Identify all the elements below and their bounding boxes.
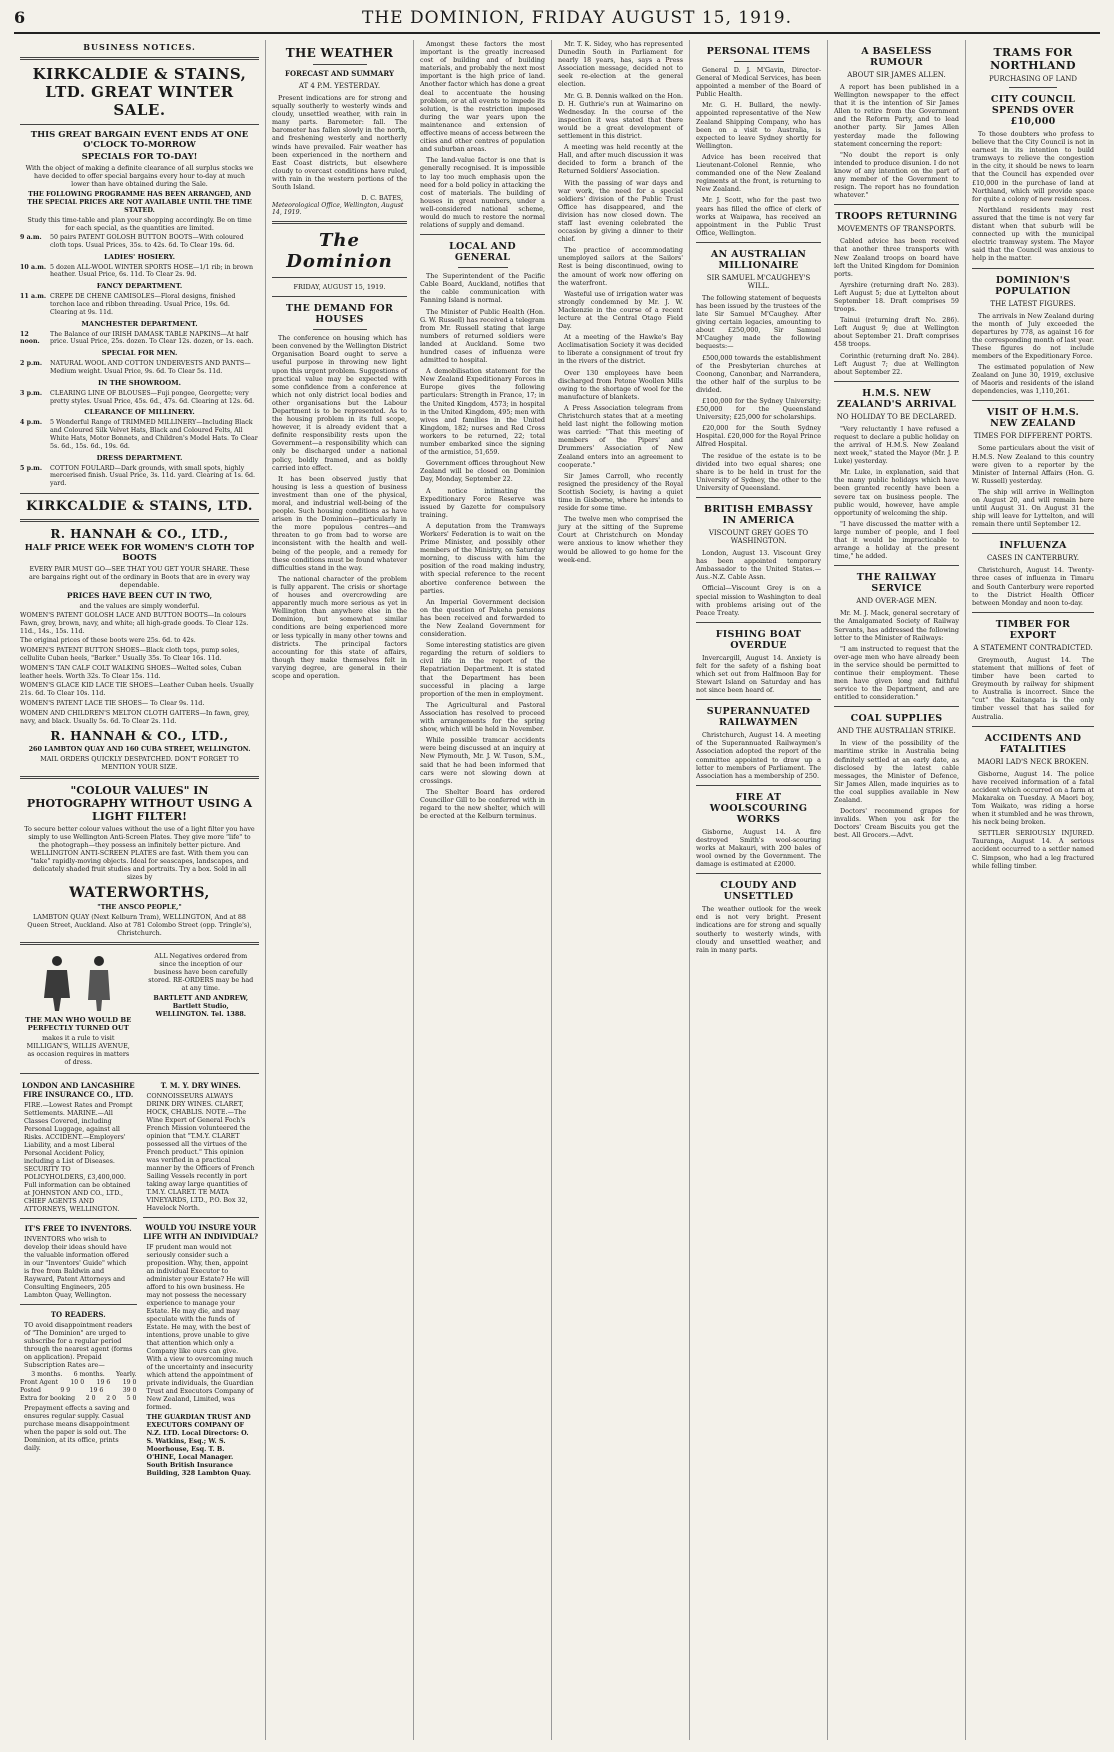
news-column-5	[690, 40, 828, 1740]
ads-column	[14, 40, 266, 1740]
editorial-body	[272, 334, 407, 680]
schedule-section-label: DRESS DEPARTMENT.	[96, 453, 183, 462]
troops-headline: TROOPS RETURNING	[835, 211, 958, 223]
editorial-column	[266, 40, 414, 1740]
business-notices-label: BUSINESS NOTICES.	[83, 42, 196, 52]
paragraph: Advice has been received that Lieutenant-Colonel Rennie, who commanded one of the New Zealand regiments at the front, is returning to New Zealand.	[696, 152, 821, 194]
rates-cell: 19 6	[96, 1379, 111, 1387]
guardian-signature: THE GUARDIAN TRUST AND EXECUTORS COMPANY OF N.Z. LTD. Local Directors: O. S. Watkins, Esq.; W. S. Moorhouse, Esq. T. B. O'HINE, Local Manager. South British Insurance Building, 328 Lambton Quay.	[146, 1413, 251, 1478]
paragraph: The following statement of bequests has been issued by the trustees of the late Sir Samuel M'Caughey. After giving certain legacies, amounting to about £250,000, Sir Samuel M'Caughey made the following bequests:—	[696, 293, 821, 351]
rates-cell: 3 months.	[31, 1371, 63, 1379]
railway-headline: THE RAILWAY SERVICE	[856, 572, 937, 595]
rates-note: Prepayment effects a saving and ensures regular supply. Casual purchase means disappointment when the paper is sold out. The Dominion, at its office, prints daily.	[24, 1404, 130, 1453]
masthead	[14, 8, 1100, 34]
schedule-section-label: CLEARANCE OF MILLINERY.	[84, 408, 195, 417]
weather-signatory: D. C. BATES,	[361, 194, 403, 203]
schedule-text: NATURAL WOOL AND COTTON UNDERVESTS AND PANTS—Medium weight. Usual Price, 9s. 6d. To Clear 5s. 11d.	[50, 360, 251, 375]
hannah-prices-cut-sub: and the values are simply wonderful.	[79, 601, 200, 610]
rumour-subhead: ABOUT SIR JAMES ALLEN.	[847, 71, 946, 79]
paragraph: Mr. G. H. Bullard, the newly-appointed representative of the New Zealand Shipping Company, who has been on a visit to Australia, is expected to leave Sydney shortly for Wellington.	[696, 101, 821, 150]
lower-ads-right	[20, 1079, 259, 1479]
specials-intro: With the object of making a definite clearance of all surplus stocks we have decided to offer special bargains every hour to-day at much lower than have obtained during the Sale.	[25, 164, 254, 188]
trams-subhead-2: CITY COUNCIL SPENDS OVER £10,000	[990, 94, 1076, 127]
tmy-wines-headline: T. M. Y. DRY WINES.	[160, 1081, 241, 1091]
london-insurance-headline: LONDON AND LANCASHIRE FIRE INSURANCE CO., LTD.	[21, 1081, 135, 1100]
weather-time: AT 4 P.M. YESTERDAY.	[298, 82, 381, 90]
rates-row	[20, 1387, 137, 1395]
rumour-body	[834, 83, 959, 199]
rates-cell: 5 0	[126, 1394, 137, 1402]
hannah-signature: R. HANNAH & CO., LTD.,	[50, 729, 229, 744]
paragraph: "I am instructed to request that the over-age men who have already been in the service should be permitted to continue their employment. These men have given long and faithful service to the Department, and are entitled to consideration."	[834, 644, 959, 702]
fishing-body	[696, 654, 821, 694]
waterworths-address: LAMBTON QUAY (Next Kelburn Tram), WELLINGTON, And at 88 Queen Street, Auckland. Also at 781 Colombo Street (opp. Tringle's), Christchurch.	[27, 913, 252, 938]
bartlett-studio: BARTLETT AND ANDREW, Bartlett Studio, WELLINGTON. Tel. 1388.	[153, 994, 249, 1019]
schedule-row	[20, 264, 259, 280]
weather-body: Present indications are for strong and squally southerly to westerly winds and cloudy, unsettled weather, with rain in many parts. Barometer: fall. The barometer has fallen slowly in the north, and freshening westerly and northerly winds have prevailed. Fair weather has been experienced in the northern and East Coast districts, but elsewhere cloudy to overcast conditions have ruled, with rain in the western portions of the South Island.	[272, 94, 407, 192]
lower-ads-left	[20, 950, 259, 1068]
paragraph: The residue of the estate is to be divided into two equal shares; one share is to be held in trust for the University of Sydney, the other to the University of Queensland.	[696, 451, 821, 492]
man-figure-icon	[37, 954, 77, 1012]
bargain-headline: THIS GREAT BARGAIN EVENT ENDS AT ONE O'CLOCK TO-MORROW	[30, 130, 249, 150]
fire-headline: FIRE AT WOOLSCOURING WORKS	[709, 791, 808, 825]
weather-office: Meteorological Office, Wellington, August 14, 1919.	[272, 202, 404, 217]
rates-cell: 19 6	[89, 1386, 104, 1394]
inventors-headline: IT'S FREE TO INVENTORS.	[24, 1224, 132, 1234]
hannah-intro: EVERY PAIR MUST GO—SEE THAT YOU GET YOUR SHARE. These are bargains right out of the ordinary in Boots that are in every way dependable.	[28, 564, 251, 589]
schedule-row	[20, 293, 259, 316]
weather-subhead: FORECAST AND SUMMARY	[285, 69, 394, 78]
news-paragraph: Wasteful use of irrigation water was strongly condemned by Mr. J. W. Mackenzie in the course of a recent lecture at the Central Otago Field Day.	[558, 289, 683, 331]
rates-cell: 2 0	[106, 1394, 117, 1402]
paragraph: Corinthic (returning draft No. 284). Left August 7; due at Wellington about September 22.	[834, 351, 959, 376]
local-general-headline: LOCAL AND GENERAL	[449, 241, 516, 264]
railway-subhead: AND OVER-AGE MEN.	[856, 597, 937, 606]
subscription-rates-table	[20, 1371, 137, 1402]
waterworths-title: WATERWORTHS,	[69, 885, 210, 902]
schedule-row	[20, 234, 259, 250]
paragraph: Gisborne, August 14. The police have received information of a fatal accident which occurred on a farm at Makaraka on Tuesday. A Maori boy, Tom Waikato, was riding a horse when it stumbled and he was thrown, his neck being broken.	[972, 769, 1094, 827]
rates-cell: Extra for booking	[20, 1394, 76, 1402]
programme-note: THE FOLLOWING PROGRAMME HAS BEEN ARRANGED, AND THE SPECIAL PRICES ARE NOT AVAILABLE UNTIL THE TIME STATED.	[27, 190, 252, 214]
rates-cell: Front Agent	[20, 1379, 58, 1387]
schedule-section-label: FANCY DEPARTMENT.	[96, 282, 183, 291]
guardian-headline: WOULD YOU INSURE YOUR LIFE WITH AN INDIVIDUAL?	[143, 1223, 259, 1242]
hannah-price-item: WOMEN'S GLACE KID LACE TIE SHOES—Leather Cuban heels. Usually 21s. 6d. To Clear 10s. 11d.	[20, 682, 254, 698]
paragraph: To those doubters who profess to believe that the City Council is not in earnest in its intention to build tramways to relieve the congestion in the city, it should be news to learn that the Council has expended over £10,000 in the purchase of land at Northland, which will provide space for quite a colony of new residences.	[972, 130, 1094, 203]
kirkcaldie-signature: KIRKCALDIE & STAINS, LTD.	[26, 498, 253, 514]
news-column-4-body	[558, 40, 683, 564]
paragraph: The weather outlook for the week end is not very bright. Present indications are for strong and squally southerly to westerly winds, with cloudy and unsettled weather, and rain in many parts.	[696, 905, 821, 954]
paragraph: Cabled advice has been received that another three transports with New Zealand troops on board have left the United Kingdom for Dominion ports.	[834, 237, 959, 278]
readers-text: TO avoid disappointment readers of "The Dominion" are urged to subscribe for a regular period through the nearest agent (forms on application). Prepaid Subscription Rates are—	[24, 1321, 133, 1370]
inventors-text: INVENTORS who wish to develop their ideas should have the valuable information offered in our "Inventors' Guide" which is free from Baldwin and Rayward, Patent Attorneys and Consulting Engineers, 205 Lambton Quay, Wellington.	[24, 1235, 129, 1300]
local-paragraph: The Superintendent of the Pacific Cable Board, Auckland, notifies that the cable communication with Fanning Island is normal.	[420, 272, 545, 305]
schedule-time: 10 a.m.	[20, 263, 47, 271]
paragraph: Greymouth, August 14. The statement that millions of feet of timber have been carted to Greymouth by railway for shipment to Australia is incorrect. Since the "cut" the Kaitangata is the only timber vessel that has sailed for Australia.	[972, 655, 1094, 721]
paragraph: A report has been published in a Wellington newspaper to the effect that it is the intention of Sir James Allen to retire from the Government and the Reform Party, and to lead another party. Sir James Allen yesterday made the following statement concerning the report:	[834, 83, 959, 148]
editorial-paragraph: The land-value factor is one that is generally recognised. It is impossible to lay too much emphasis upon the need for a bold policy in attacking the cost of materials. The building of houses in great numbers, under a well-considered national scheme, would do much to restore the normal relations of supply and demand.	[420, 156, 545, 230]
personal-items-body	[696, 66, 821, 237]
hms-arrival-headline: H.M.S. NEW ZEALAND'S ARRIVAL	[837, 387, 956, 410]
coal-subhead: AND THE AUSTRALIAN STRIKE.	[837, 727, 956, 736]
schedule-row	[20, 331, 259, 347]
coal-headline: COAL SUPPLIES	[850, 713, 943, 725]
paragraph: Ayrshire (returning draft No. 283). Left August 5; due at Lyttelton about September 18. Draft comprises 59 troops.	[834, 280, 959, 314]
man-figure-icon-2	[79, 954, 119, 1012]
schedule-text: CLEARING LINE OF BLOUSES—Fuji pongee, Georgette; very pretty styles. Usual Price, 45s. 6d., 47s. 6d. Clearing at 12s. 6d.	[50, 389, 255, 405]
editorial-headline: THE DEMAND FOR HOUSES	[285, 303, 394, 326]
troops-body	[834, 237, 959, 376]
accidents-subhead: MAORI LAD'S NECK BROKEN.	[977, 757, 1089, 766]
population-subhead: THE LATEST FIGURES.	[990, 299, 1076, 308]
page-number: 6	[14, 8, 26, 27]
rates-cell: Posted	[20, 1386, 41, 1394]
news-column-4	[552, 40, 690, 1740]
trams-subhead: PURCHASING OF LAND	[988, 75, 1078, 83]
paragraph: Gisborne, August 14. A fire destroyed Smith's wool-scouring works at Makauri, with 200 bales of wool owned by the Government. The damage is estimated at £2000.	[696, 827, 821, 869]
cloudy-body	[696, 905, 821, 954]
schedule-text: 5 Wonderful Range of TRIMMED MILLINERY—Including Black and Coloured Silk Velvet Hats, Black and Coloured Felts, All White Hats, Motor Bonnets, and Children's Model Hats. To Clear 5s. 6d., 15s. 6d., 19s. 6d.	[50, 419, 258, 450]
news-paragraph: A meeting was held recently at the Hall, and after much discussion it was decided to form a branch of the Returned Soldiers' Association.	[558, 143, 683, 176]
superannuated-headline: SUPERANNUATED RAILWAYMEN	[706, 706, 811, 729]
weather-headline: THE WEATHER	[285, 46, 394, 60]
embassy-body	[696, 549, 821, 617]
rates-row	[20, 1371, 137, 1379]
paragraph: £20,000 for the South Sydney Hospital. £20,000 for the Royal Prince Alfred Hospital.	[696, 424, 821, 449]
specials-headline: SPECIALS FOR TO-DAY!	[81, 152, 198, 162]
local-paragraph: A notice intimating the Expeditionary Force Reserve was issued by Gazette for compulsory training.	[420, 486, 545, 519]
influenza-headline: INFLUENZA	[999, 540, 1067, 552]
news-paragraph: The twelve men who comprised the jury at the sitting of the Supreme Court at Christchurch on Monday were anxious to know whether they would be allowed to go home for the week-end.	[558, 515, 683, 564]
news-paragraph: Over 130 employees have been discharged from Petone Woollen Mills owing to the shortage of wool for the manufacture of blankets.	[558, 368, 683, 401]
paragraph: London, August 13. Viscount Grey has been appointed temporary Ambassador to the United States.—Aus.-N.Z. Cable Assn.	[696, 549, 821, 582]
news-paragraph: Mr. G. B. Dennis walked on the Hon. D. H. Guthrie's run at Waimarino on Wednesday. In the course of the inspection it was stated that there would be a great development of settlement in this district.	[558, 91, 683, 141]
paragraph: Mr. J. Scott, who for the past two years has filled the office of clerk of works at Waipawa, has received an appointment in the Public Trust Office, Wellington.	[696, 196, 821, 237]
hannah-price-item: The original prices of these boots were 25s. 6d. to 42s.	[20, 637, 196, 645]
timber-subhead: A STATEMENT CONTRADICTED.	[973, 643, 1093, 652]
schedule-time: 4 p.m.	[20, 419, 43, 427]
paragraph: "No doubt the report is only intended to produce disunion. I do not know of any intention on the part of any member of the Government to resign. The report has no foundation whatever."	[834, 150, 959, 200]
guardian-text: IF prudent man would not seriously consider such a proposition. Why, then, appoint an individual Executor to administer your Estate? He will afford to his own business. He may not possess the necessary experience to manage your Estate. He may die, and may speculate with the funds of Estate. He may, with the best of intentions, prove unable to give that attention which only a Company like ours can give. With a view to overcoming much of the uncertainty and insecurity which attend the appointment of private individuals, the Guardian Trust and Executors Company of New Zealand, Limited, was formed.	[146, 1243, 254, 1412]
rumour-headline: A BASELESS RUMOUR	[861, 46, 932, 68]
news-paragraph: With the passing of war days and war work, the need for a special soldiers' division of the Public Trust Office has disappeared, and the division has now closed down. The staff last evening celebrated the occasion by giving a dinner to their chief.	[558, 178, 683, 244]
milligan-headline: THE MAN WHO WOULD BE PERFECTLY TURNED OUT	[25, 1016, 132, 1033]
hannah-mail-orders: MAIL ORDERS QUICKLY DESPATCHED. DON'T FORGET TO MENTION YOUR SIZE.	[40, 755, 239, 772]
news-paragraph: Sir James Carroll, who recently resigned the presidency of the Royal Scottish Society, is having a quiet time in Gisborne, where he intends to reside for some time.	[558, 471, 683, 513]
embassy-headline: BRITISH EMBASSY IN AMERICA	[704, 504, 813, 527]
negatives-text: ALL Negatives ordered from since the inception of our business have been carefully stored. RE-ORDERS may be had at any time.	[148, 952, 254, 993]
schedule-section-label: IN THE SHOWROOM.	[97, 378, 182, 387]
fishing-headline: FISHING BOAT OVERDUE	[715, 628, 802, 651]
sale-schedule	[20, 234, 259, 488]
paragraph: Mr. M. J. Mack, general secretary of the Amalgamated Society of Railway Servants, has addressed the following letter to the Minister of Railways:	[834, 609, 959, 642]
paragraph: Some particulars about the visit of H.M.S. New Zealand to this country were given to a reporter by the Minister of Internal Affairs (Hon. G. W. Russell) yesterday.	[972, 444, 1094, 485]
hms-arrival-body	[834, 425, 959, 561]
colour-values-text: To secure better colour values without the use of a light filter you have simply to use Wellington Anti-Screen Plates. They give more "life" to the photograph—they possess an infinitely better picture. And WELLINGTON ANTI-SCREEN PLATES are fast. With them you can "take" rapidly-moving objects. Ideal for seascapes, landscapes, and delicately shaded fruit studies and portraits. Try a box. Sold in all sizes by	[24, 825, 255, 882]
paragraph: SETTLER SERIOUSLY INJURED. Tauranga, August 14. A serious accident occurred to a settler named C. Simpson, who had a leg fractured while felling timber.	[972, 829, 1094, 870]
rates-cell: 9 9	[60, 1386, 71, 1394]
hannah-price-item: WOMEN'S PATENT LACE TIE SHOES— To Clear 9s. 11d.	[20, 699, 205, 707]
accidents-body	[972, 770, 1094, 870]
railway-body	[834, 609, 959, 701]
schedule-text: CREPE DE CHENE CAMISOLES—Floral designs, finished torchon lace and ribbon threading. Usual Price, 19s. 6d. Clearing at 9s. 11d.	[50, 293, 236, 316]
local-paragraph: An Imperial Government decision on the question of Pakeha pensions has been received and forwarded to the New Zealand Government for consideration.	[420, 597, 545, 639]
rates-row	[20, 1395, 137, 1403]
news-paragraph: The practice of accommodating unemployed sailors at the Sailors' Rest is being discontinued, owing to the amount of work now offering on the waterfront.	[558, 246, 683, 287]
editorial-paragraph: The national character of the problem is fully apparent. The crisis or shortage of houses and overcrowding are apparently much more serious as yet in Wellington than anywhere else in the Dominion, but somewhat similar conditions are being experienced more or less typically in many other towns and districts. The principal factors accounting for this state of affairs, though they make themselves felt in varying degree, are general in their scope and operation.	[272, 574, 407, 680]
visit-subhead: TIMES FOR DIFFERENT PORTS.	[973, 432, 1093, 441]
study-note: Study this time-table and plan your shopping accordingly. Be on time for each special, as the quantities are limited.	[27, 216, 252, 232]
hannah-price-list	[20, 612, 259, 725]
news-column-7	[966, 40, 1100, 1740]
population-body	[972, 312, 1094, 396]
hannah-price-item: WOMEN'S PATENT GOLOSH LACE AND BUTTON BOOTS—In colours Fawn, grey, brown, navy, and white; all high-grade goods. To Clear 12s. 11d., 14s., 15s. 11d.	[20, 611, 249, 635]
accidents-headline: ACCIDENTS AND FATALITIES	[984, 732, 1082, 755]
editorial-paragraph: Amongst these factors the most important is the greatly increased cost of building and of building materials, and probably the next most important is the high price of land. Another factor which has done a great deal to accentuate the housing problem, or at all events to impede its solution, is the restriction imposed during the war years upon the maintenance and extension of effective means of access between the cities and other centres of population and suburban areas.	[420, 40, 545, 154]
troops-subhead: MOVEMENTS OF TRANSPORTS.	[837, 225, 956, 234]
colour-values-headline: "COLOUR VALUES" IN PHOTOGRAPHY WITHOUT USING A LIGHT FILTER!	[26, 784, 253, 824]
milligan-text: makes it a rule to visit MILLIGAN'S, WILLIS AVENUE, as occasion requires in matters of dress.	[26, 1034, 130, 1067]
paragraph: £500,000 towards the establishment of the Presbyterian churches at Coonong, Canonbar, and Narrandera, the other half of the surplus to be divided.	[696, 353, 821, 394]
hannah-address: 260 LAMBTON QUAY AND 160 CUBA STREET, WELLINGTON.	[28, 745, 251, 754]
schedule-section-label: SPECIAL FOR MEN.	[101, 349, 178, 358]
paragraph: Doctors' recommend grapes for invalids. When you ask for the Doctors' Cream Biscuits you get the best. All Grocers.—Advt.	[834, 807, 959, 840]
schedule-section-label: LADIES' HOSIERY.	[103, 252, 176, 261]
columns	[14, 40, 1100, 1740]
trams-headline: TRAMS FOR NORTHLAND	[990, 46, 1076, 72]
timber-body	[972, 656, 1094, 721]
paragraph: Mr. Luke, in explanation, said that the many public holidays which have been granted recently have been a severe tax on business people. The public would, however, have ample opportunity of welcoming the ship.	[834, 468, 959, 517]
rates-cell: 6 months.	[73, 1371, 105, 1379]
visit-body	[972, 444, 1094, 528]
population-headline: DOMINION'S POPULATION	[995, 274, 1071, 297]
news-paragraph: At a meeting of the Hawke's Bay Acclimatisation Society it was decided to liberate a consignment of trout fry in the rivers of the district.	[558, 333, 683, 366]
waterworths-subtitle: "THE ANSCO PEOPLE,"	[97, 903, 182, 912]
schedule-text: The Balance of our IRISH DAMASK TABLE NAPKINS—At half price. Usual Price, 25s. dozen. To Clear 12s. dozen, or 1s. each.	[50, 330, 254, 346]
readers-headline: TO READERS.	[50, 1310, 106, 1320]
local-paragraph: The Shelter Board has ordered Councillor Gill to be conferred with in regard to the new shelter, which will be erected at the Kelburn terminus.	[420, 787, 545, 821]
paragraph: The arrivals in New Zealand during the month of July exceeded the departures by 778, as against 16 for the corresponding month of last year. These figures do not include members of the Expeditionary Force.	[972, 311, 1094, 360]
embassy-subhead: VISCOUNT GREY GOES TO WASHINGTON.	[708, 529, 809, 546]
paragraph: Tainui (returning draft No. 286). Left August 9; due at Wellington about September 21. Draft comprises 458 troops.	[834, 316, 959, 349]
local-general-body	[420, 272, 545, 820]
millionaire-headline: AN AUSTRALIAN MILLIONAIRE	[710, 248, 807, 271]
paragraph: "Very reluctantly I have refused a request to declare a public holiday on the arrival of H.M.S. New Zealand next week," stated the Mayor (Mr. J. P. Luke) yesterday.	[834, 424, 959, 466]
millionaire-body	[696, 294, 821, 492]
local-paragraph: A demobilisation statement for the New Zealand Expeditionary Forces in Europe gives the following particulars: Strength in France, 17; in the United Kingdom, 4573; in hospital in the United Kingdom, 495; men with wives and families in the United Kingdom, 182; nurses and Red Cross workers to be returned, 22; total number embarked since the signing of the armistice, 51,659.	[420, 367, 545, 457]
schedule-time: 3 p.m.	[20, 389, 43, 397]
local-paragraph: While possible tramcar accidents were being discussed at an inquiry at New Plymouth, Mr. J. W. Tuson, S.M., said that he had been informed that cars were not slowing down at crossings.	[420, 736, 545, 785]
editorial-date: FRIDAY, AUGUST 15, 1919.	[293, 283, 386, 292]
paragraph: In view of the possibility of the maritime strike in Australia being definitely settled at an early date, as disclosed by the latest cable messages, the Minister of Defence, Sir James Allen, made inquiries as to the coal supplies available in New Zealand.	[834, 739, 959, 804]
paragraph: Christchurch, August 14. A meeting of the Superannuated Railwaymen's Association adopted the report of the committee appointed to draw up a letter to members of Parliament. The Association has a membership of 250.	[696, 731, 821, 780]
personal-items-headline: PERSONAL ITEMS	[706, 46, 811, 57]
hannah-price-item: WOMEN AND CHILDREN'S MELTON CLOTH GAITERS—In fawn, grey, navy, and black. Usually 5s. 6d. To Clear 2s. 11d.	[20, 709, 250, 725]
local-general-column	[414, 40, 552, 1740]
paragraph: General D. J. M'Gavin, Director-General of Medical Services, has been appointed a member of the Board of Public Health.	[696, 66, 821, 99]
paragraph: Official—Viscount Grey is on a special mission to Washington to deal with problems arising out of the Peace Treaty.	[696, 584, 821, 617]
millionaire-subhead: SIR SAMUEL M'CAUGHEY'S WILL.	[706, 273, 811, 290]
schedule-row	[20, 360, 259, 376]
schedule-row	[20, 419, 259, 450]
paragraph: Invercargill, August 14. Anxiety is felt for the safety of a fishing boat which set out from Halfmoon Bay for Stewart Island on Saturday and has not since been heard of.	[696, 653, 821, 695]
rates-cell: 2 0	[85, 1394, 96, 1402]
schedule-row	[20, 465, 259, 488]
hannah-price-item: WOMEN'S TAN CALF COLT WALKING SHOES—Welted soles, Cuban leather heels. Worth 32s. To Clear 15s. 11d.	[20, 664, 242, 680]
hannah-headline: HALF PRICE WEEK FOR WOMEN'S CLOTH TOP BOOTS	[24, 542, 255, 563]
paragraph: Christchurch, August 14. Twenty-three cases of influenza in Timaru and South Canterbury were reported to the District Health Officer between Monday and noon to-day.	[972, 566, 1094, 607]
schedule-text: 50 pairs PATENT GOLOSH BUTTON BOOTS—With coloured cloth tops. Usual Prices, 35s. to 42s. 6d. To Clear 19s. 6d.	[50, 234, 244, 249]
schedule-time: 9 a.m.	[20, 234, 42, 241]
paragraph: Northland residents may rest assured that the time is not very far distant when that suburb will be connected up with the municipal electric tramway system. The Mayor said that the Council was anxious to help in the matter.	[972, 205, 1094, 263]
editorial-paragraph: The conference on housing which has been convened by the Wellington District Organisation Board ought to serve a useful purpose in throwing new light upon this urgent problem. Suggestions of practical value may be expected with some confidence from a conference at which not only district local bodies and other organisations but the Labour Department is to be represented. As to the housing problem in its full scope, however, it is already evident that a definite responsibility rests upon the Government—a responsibility which can only be discharged under a national policy, boldly framed, and as boldly carried into effect.	[272, 334, 407, 472]
schedule-time: 2 p.m.	[20, 360, 43, 368]
local-paragraph: The Minister of Public Health (Hon. G. W. Russell) has received a telegram from Mr. Russell stating that large numbers of returned soldiers were landed at Auckland. Some two hundred cases of influenza were admitted to hospital.	[420, 307, 545, 365]
hannah-title: R. HANNAH & CO., LTD.,	[50, 526, 229, 541]
schedule-section-label: MANCHESTER DEPARTMENT.	[81, 319, 198, 328]
paragraph: The estimated population of New Zealand on June 30, 1919, exclusive of Maoris and residents of the island dependencies, was 1,110,261.	[972, 363, 1094, 396]
paragraph: "I have discussed the matter with a large number of people, and I feel that it would be impracticable to arrange a holiday at the present time," he added.	[834, 519, 959, 561]
newspaper-title-line: THE DOMINION, FRIDAY AUGUST 15, 1919.	[362, 8, 792, 28]
local-paragraph: The Agricultural and Pastoral Association has resolved to proceed with arrangements for the spring show, which will be held in November.	[420, 700, 545, 734]
tmy-wines-text: CONNOISSEURS ALWAYS DRINK DRY WINES. CLARET, HOCK, CHABLIS. NOTE.—The Wine Expert of General Foch's French Mission volunteered the opinion that "T.M.Y. CLARET possessed all the virtues of the French product." This opinion was verified in a practical manner by the Officers of French Sailing Vessels recently in port taking away large quantities of T.M.Y. CLARET. TE MATA VINEYARDS, LTD., P.O. Box 32, Havelock North.	[146, 1092, 255, 1213]
schedule-time: 5 p.m.	[20, 464, 43, 472]
rates-cell: Yearly.	[116, 1371, 137, 1379]
local-paragraph: Government offices throughout New Zealand will be closed on Dominion Day, Monday, September 22.	[420, 459, 545, 484]
rates-row	[20, 1379, 137, 1387]
schedule-row	[20, 390, 259, 406]
local-paragraph: A deputation from the Tramways Workers' Federation is to wait on the Prime Minister, and possibly other members of the Ministry, on Saturday morning, to discuss with him the position of the road making industry, with special reference to the recent abortive conference between the parties.	[420, 521, 545, 595]
schedule-text: 5 dozen ALL-WOOL WINTER SPORTS HOSE—1/1 rib; in brown heather. Usual Price, 6s. 11d. To Clear 2s. 9d.	[50, 263, 253, 279]
rates-cell: 19 0	[122, 1379, 137, 1387]
tailored-suit-illustration	[20, 954, 137, 1012]
schedule-time: 12 noon.	[20, 330, 40, 346]
influenza-subhead: CASES IN CANTERBURY.	[986, 554, 1080, 563]
influenza-body	[972, 566, 1094, 606]
timber-headline: TIMBER FOR EXPORT	[995, 618, 1071, 641]
hannah-prices-cut: PRICES HAVE BEEN CUT IN TWO,	[66, 590, 213, 600]
fire-body	[696, 828, 821, 868]
editorial-nameplate: The Dominion	[286, 230, 393, 273]
rates-cell: 10 0	[70, 1379, 85, 1387]
cloudy-headline: CLOUDY AND UNSETTLED	[720, 880, 797, 903]
editorial-paragraph: It has been observed justly that housing is less a question of business investment than one of the physical, moral, and industrial well-being of the people. Such housing conditions as have arisen in the Dominion—particularly in the more populous centres—and threaten to go from bad to worse are inconsistent with the health and well-being of the people, and a remedy for these conditions must be found whatever difficulties stand in the way.	[272, 474, 407, 572]
trams-body	[972, 130, 1094, 263]
paragraph: The ship will arrive in Wellington on August 20, and will remain here until August 31. On August 31 the ship will leave for Lyttelton, and will remain there until September 12.	[972, 487, 1094, 529]
news-paragraph: A Press Association telegram from Christchurch states that at a meeting held last night the following motion was carried: "That this meeting of members of the Pipers' and Drummers' Association of New Zealand enters into an agreement to cooperate."	[558, 403, 683, 469]
news-column-6	[828, 40, 966, 1740]
hms-arrival-subhead: NO HOLIDAY TO BE DECLARED.	[836, 412, 957, 421]
editorial-continuation	[420, 40, 545, 229]
schedule-time: 11 a.m.	[20, 293, 47, 301]
hannah-price-item: WOMEN'S PATENT BUTTON SHOES—Black cloth tops, pump soles, cellulite Cuban heels, "Barker." Usually 35s. To Clear 16s. 11d.	[20, 647, 240, 662]
kirkcaldie-sale-title: KIRKCALDIE & STAINS, LTD. GREAT WINTER SALE.	[32, 65, 247, 119]
superannuated-body	[696, 731, 821, 780]
coal-body	[834, 739, 959, 839]
visit-headline: VISIT OF H.M.S. NEW ZEALAND	[986, 407, 1080, 430]
schedule-text: COTTON FOULARD—Dark grounds, with small spots, highly mercerised finish. Usual Price, 3s. 11d. yard. Clearing at 1s. 6d. yard.	[50, 464, 256, 488]
paragraph: £100,000 for the Sydney University; £50,000 for the Queensland University; £25,000 for scholarships.	[696, 397, 821, 422]
rates-cell: 39 0	[122, 1386, 137, 1394]
news-paragraph: Mr. T. K. Sidey, who has represented Dunedin South in Parliament for nearly 18 years, has, says a Press Association message, decided not to seek re-election at the general election.	[558, 40, 683, 89]
local-paragraph: Some interesting statistics are given regarding the return of soldiers to civil life in the report of the Repatriation Department. It is stated that the Department has been successful in placing a large proportion of the men in employment.	[420, 641, 545, 698]
london-insurance-text: FIRE.—Lowest Rates and Prompt Settlements. MARINE.—All Classes Covered, including Personal Luggage, against all Risks. ACCIDENT.—Employers' Liability, and a most Liberal Personal Accident Policy, including a List of Diseases. SECURITY TO POLICYHOLDERS, £3,400,000. Full information can be obtained at JOHNSTON AND CO., LTD., CHIEF AGENTS AND ATTORNEYS, WELLINGTON.	[24, 1101, 133, 1214]
